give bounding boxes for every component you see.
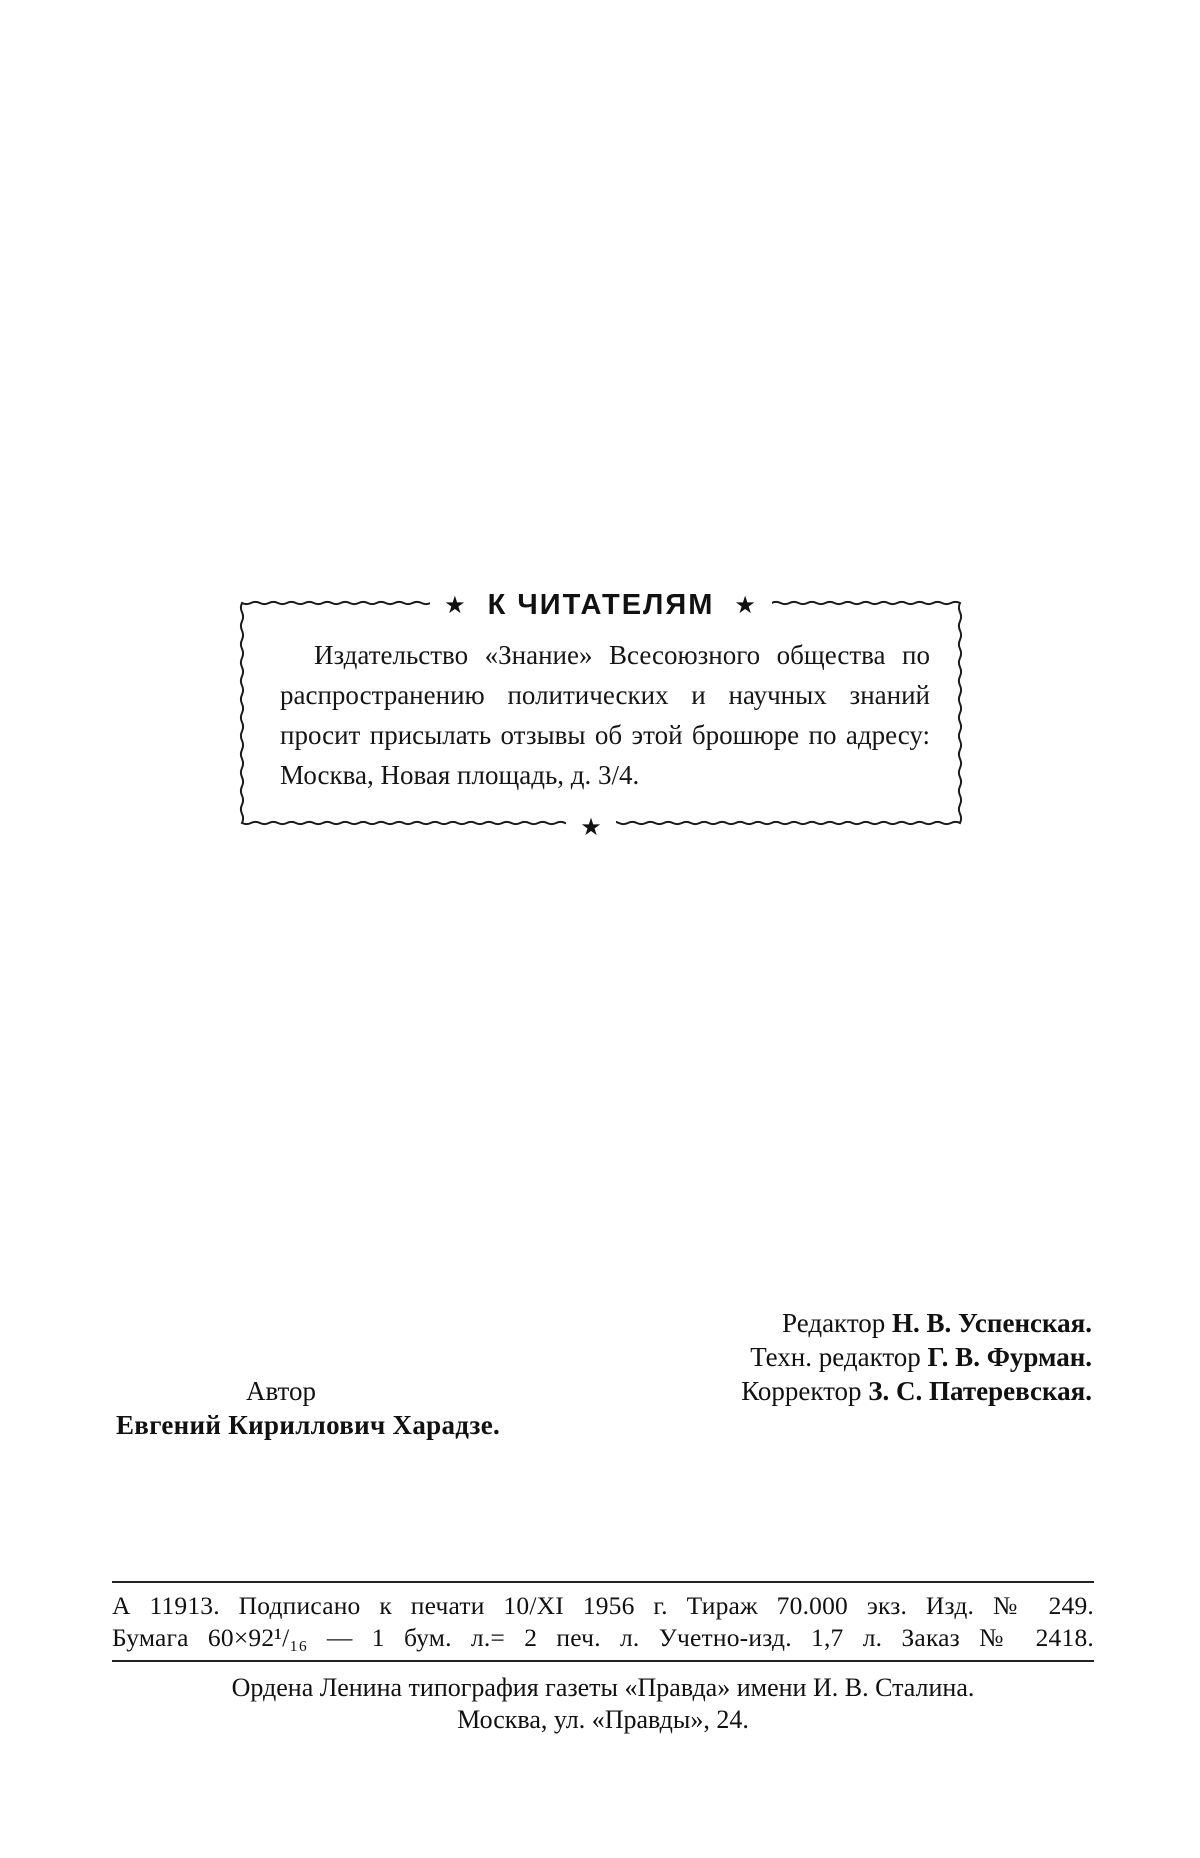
- staff-role: Техн. редактор: [750, 1342, 921, 1372]
- notice-title: К ЧИТАТЕЛЯМ: [487, 588, 715, 621]
- proofreader-line: [640, 1374, 1092, 1408]
- staff-name: Н. В. Успенская.: [892, 1308, 1092, 1338]
- star-icon: ★: [734, 591, 758, 619]
- editorial-staff: [640, 1306, 1092, 1408]
- author-name: Евгений Кириллович Харадзе.: [116, 1410, 501, 1440]
- staff-role: Корректор: [741, 1376, 862, 1406]
- tech-editor-line: [640, 1340, 1092, 1374]
- print-info-line: А 11913. Подписано к печати 10/XI 1956 г. Тираж 70.000 экз. Изд. № 249.: [112, 1591, 1094, 1620]
- author-block: [116, 1340, 536, 1442]
- reader-notice-box: [236, 585, 966, 841]
- staff-role: Редактор: [782, 1308, 886, 1338]
- print-info-line: Бумага 60×92¹/₁₆ — 1 бум. л.= 2 печ. л. Учетно-изд. 1,7 л. Заказ № 2418.: [112, 1623, 1094, 1652]
- editor-line: [640, 1306, 1092, 1340]
- divider-line: [112, 1660, 1094, 1662]
- notice-paragraph: Издательство «Знание» Всесоюзного общества по распространению политических и научных знаний просит присылать отзывы об этой брошюре по адресу: Москва, Новая площадь, д. 3/4.: [280, 640, 930, 790]
- printer-imprint: [112, 1672, 1094, 1736]
- notice-text: [280, 635, 930, 795]
- print-info: [112, 1590, 1094, 1654]
- star-icon: ★: [566, 813, 616, 842]
- divider-line: [112, 1581, 1094, 1583]
- staff-name: З. С. Патеревская.: [868, 1376, 1092, 1406]
- printer-address: Москва, ул. «Правды», 24.: [457, 1705, 749, 1734]
- printer-line: Ордена Ленина типография газеты «Правда» имени И. В. Сталина.: [231, 1673, 975, 1702]
- notice-title-row: [430, 589, 772, 622]
- staff-name: Г. В. Фурман.: [927, 1342, 1092, 1372]
- star-icon: ★: [444, 591, 468, 619]
- author-label: Автор: [245, 1376, 317, 1406]
